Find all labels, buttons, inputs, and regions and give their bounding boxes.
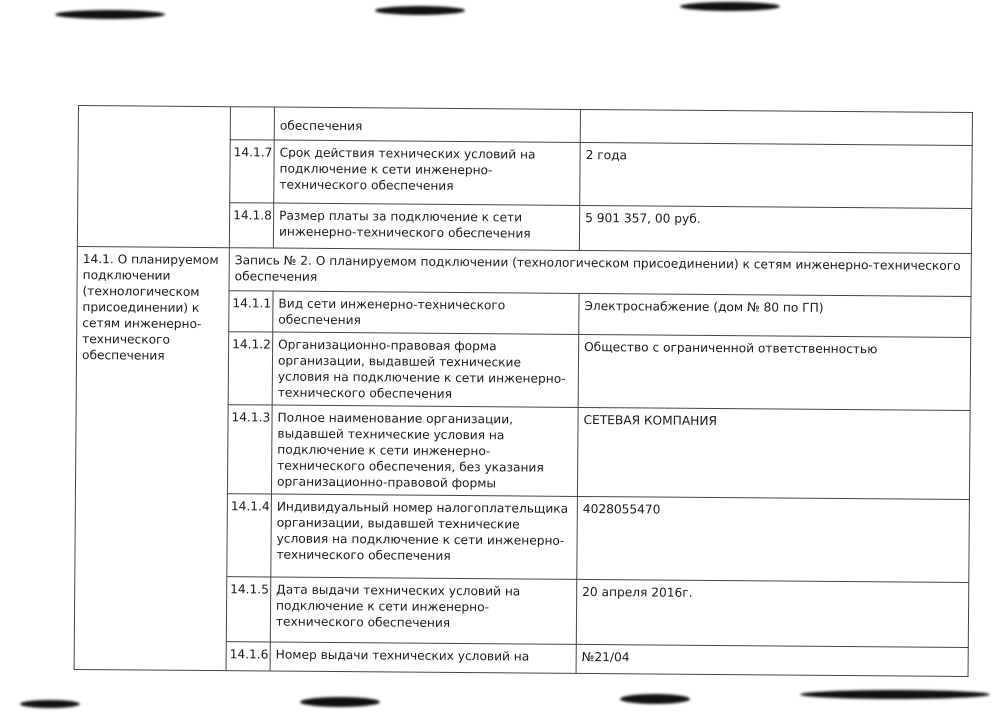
scan-smudge — [620, 694, 690, 704]
row-label: Номер выдачи технических условий на — [270, 642, 576, 673]
row-number: 14.1.2 — [228, 332, 273, 405]
row-value: Электроснабжение (дом № 80 по ГП) — [579, 293, 971, 337]
row-label: Полное наименование организации, выдавшей технические условия на подключение к сети инженерно-технического обеспечения, без указания организационно-правовой формы — [271, 405, 578, 496]
row-value: Общество с ограниченной ответственностью — [578, 334, 971, 410]
row-number: 14.1.5 — [226, 577, 271, 642]
row-label: Индивидуальный номер налогоплательщика организации, выдавшей технические условия на подключение к сети инженерно-технического обеспечения — [271, 494, 578, 579]
row-label: Срок действия технических условий на подключение к сети инженерно-технического обеспечения — [274, 140, 580, 205]
row-number: 14.1.4 — [227, 494, 272, 577]
row-number: 14.1.8 — [229, 203, 273, 248]
row-number — [230, 107, 274, 140]
scan-smudge — [375, 6, 465, 15]
doc-table — [74, 105, 973, 677]
table-row — [78, 106, 972, 146]
record-header: Запись № 2. О планируемом подключении (технологическом присоединении) к сетям инженерно-технического обеспечения — [229, 248, 971, 297]
row-label: Организационно-правовая форма организации, выдавшей технические условия на подключение к сети инженерно-технического обеспечения — [272, 332, 579, 407]
row-value: 2 года — [580, 142, 972, 208]
scan-smudge — [680, 2, 780, 11]
prev-section-cell — [77, 106, 230, 248]
row-value: 4028055470 — [577, 496, 970, 582]
row-number: 14.1.1 — [229, 291, 273, 332]
row-value: СЕТЕВАЯ КОМПАНИЯ — [577, 407, 970, 499]
row-value — [580, 109, 972, 145]
row-label: обеспечения — [274, 107, 580, 142]
row-label: Вид сети инженерно-технического обеспечения — [273, 291, 579, 334]
scan-smudge — [20, 700, 80, 708]
row-value: 5 901 357, 00 руб. — [579, 205, 971, 253]
scan-smudge — [300, 697, 380, 707]
scan-smudge — [800, 690, 990, 699]
scan-smudge — [55, 10, 165, 19]
table-row — [77, 246, 971, 296]
row-number: 14.1.7 — [230, 140, 274, 203]
row-value: №21/04 — [576, 644, 968, 676]
section-title: 14.1. О планируемом подключении (технологическом присоединении) к сетям инженерно-технического обеспечения — [74, 246, 229, 670]
row-label: Дата выдачи технических условий на подключение к сети инженерно-технического обеспечения — [270, 577, 577, 644]
row-number: 14.1.6 — [226, 642, 270, 671]
row-value: 20 апреля 2016г. — [576, 579, 968, 647]
row-number: 14.1.3 — [227, 405, 272, 494]
row-label: Размер платы за подключение к сети инженерно-технического обеспечения — [273, 203, 579, 250]
